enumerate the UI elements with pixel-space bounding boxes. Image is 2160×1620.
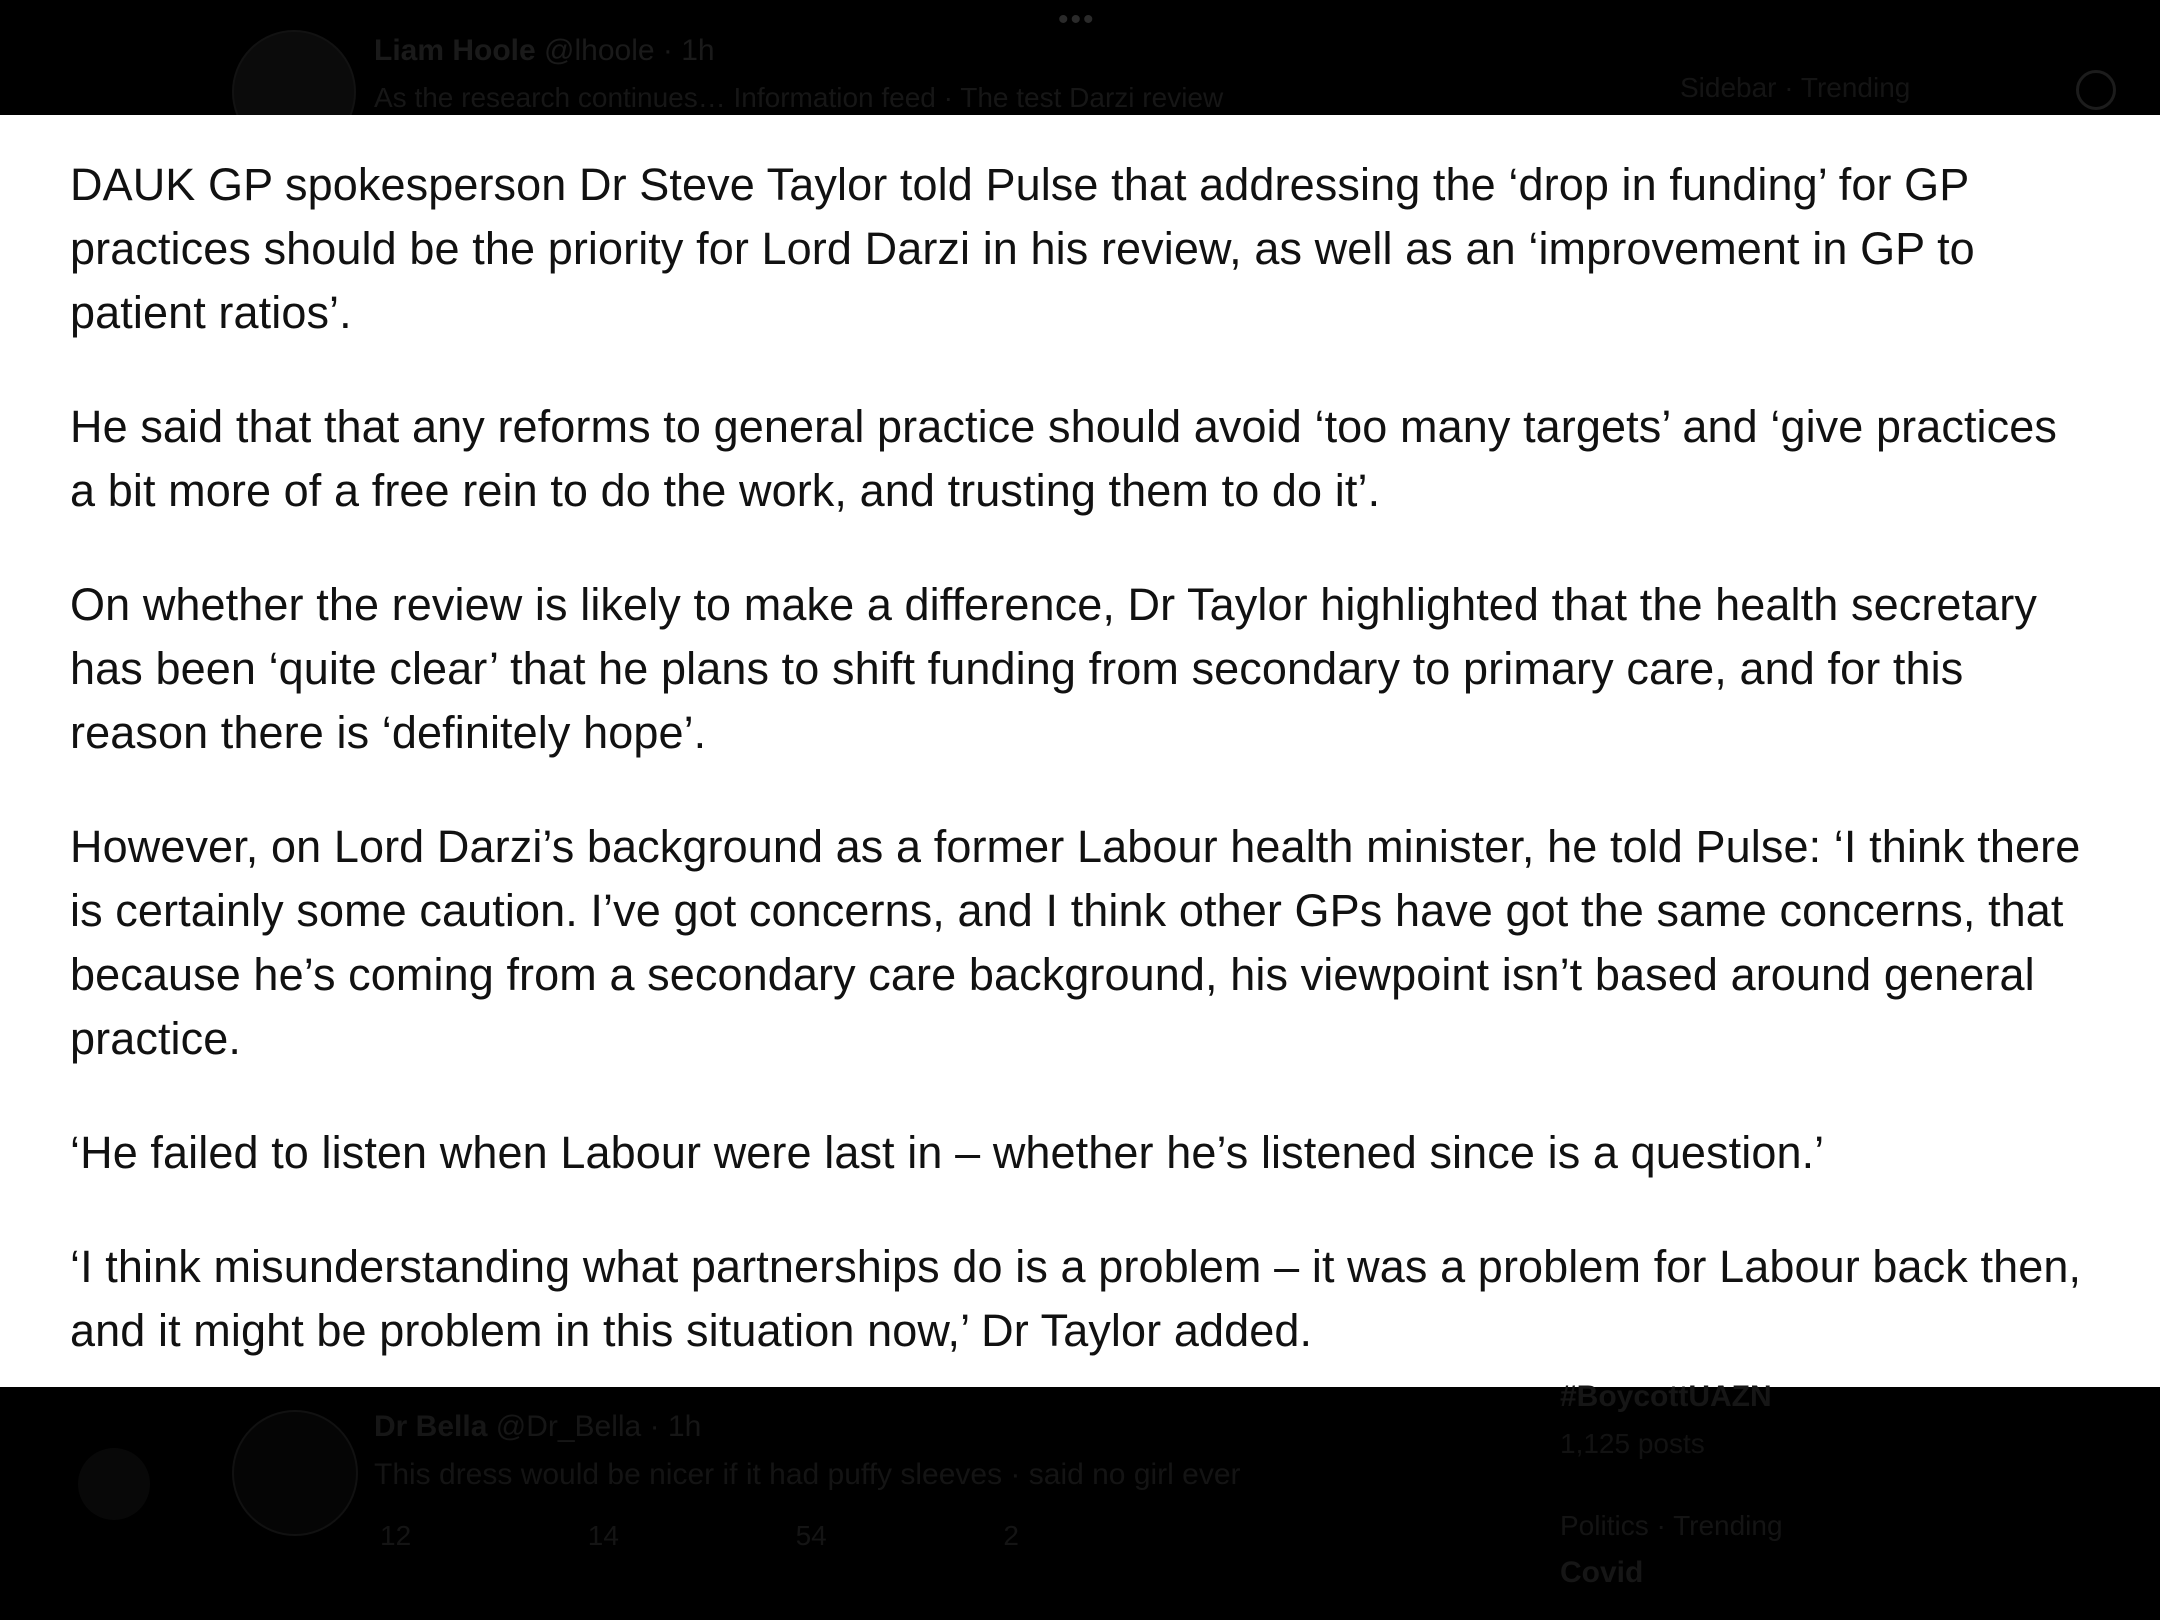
article-paragraph: However, on Lord Darzi’s background as a former Labour health minister, he told Pulse: ‘I think there is certainly some caution. I’ve got concerns, and I think other GPs have got the same concerns, that because he’s coming from a secondary care background, his viewpoint isn’t based around general practice. bbox=[70, 821, 2081, 1064]
background-post-text: As the research continues… Information feed · The test Darzi review bbox=[374, 82, 1224, 113]
article-paragraph: He said that that any reforms to general practice should avoid ‘too many targets’ and ‘give practices a bit more of a free rein to do the work, and trusting them to do it’. bbox=[70, 401, 2057, 516]
like-count: 54 bbox=[795, 1520, 827, 1551]
background-post-actions bbox=[380, 1520, 1203, 1552]
trend-title: Politics · Trending bbox=[1560, 1510, 1783, 1541]
background-post-author: Dr Bella @Dr_Bella · 1h bbox=[374, 1410, 702, 1443]
repost-count: 14 bbox=[587, 1520, 619, 1551]
avatar bbox=[232, 1410, 358, 1536]
view-count: 2 bbox=[1003, 1520, 1019, 1551]
background-sidebar-text: Sidebar · Trending bbox=[1680, 72, 1911, 103]
trend-title: #BoycottUAZN bbox=[1560, 1380, 1772, 1413]
reply-count: 12 bbox=[380, 1520, 412, 1551]
article-paragraph: On whether the review is likely to make a difference, Dr Taylor highlighted that the health secretary has been ‘quite clear’ that he plans to shift funding from secondary to primary care, and for this reason there is ‘definitely hope’. bbox=[70, 579, 2037, 758]
more-options-icon[interactable]: ••• bbox=[1058, 3, 1096, 36]
avatar bbox=[78, 1448, 150, 1520]
trend-subtitle: 1,125 posts bbox=[1560, 1428, 1705, 1459]
article-paragraph: DAUK GP spokesperson Dr Steve Taylor told Pulse that addressing the ‘drop in funding’ for GP practices should be the priority for Lord Darzi in his review, as well as an ‘improvement in GP to patient ratios’. bbox=[70, 159, 1975, 338]
article-paragraph: ‘I think misunderstanding what partnerships do is a problem – it was a problem for Labour back then, and it might be problem in this situation now,’ Dr Taylor added. bbox=[70, 1241, 2082, 1356]
trend-subtitle: Covid bbox=[1560, 1556, 1644, 1589]
background-post-text: This dress would be nicer if it had puffy sleeves · said no girl ever bbox=[374, 1458, 1241, 1491]
background-post-author: Liam Hoole @lhoole · 1h bbox=[374, 34, 715, 67]
article-paragraph: ‘He failed to listen when Labour were last in – whether he’s listened since is a question.’ bbox=[70, 1127, 1825, 1178]
article-card bbox=[0, 115, 2160, 1387]
settings-icon bbox=[2076, 70, 2116, 110]
